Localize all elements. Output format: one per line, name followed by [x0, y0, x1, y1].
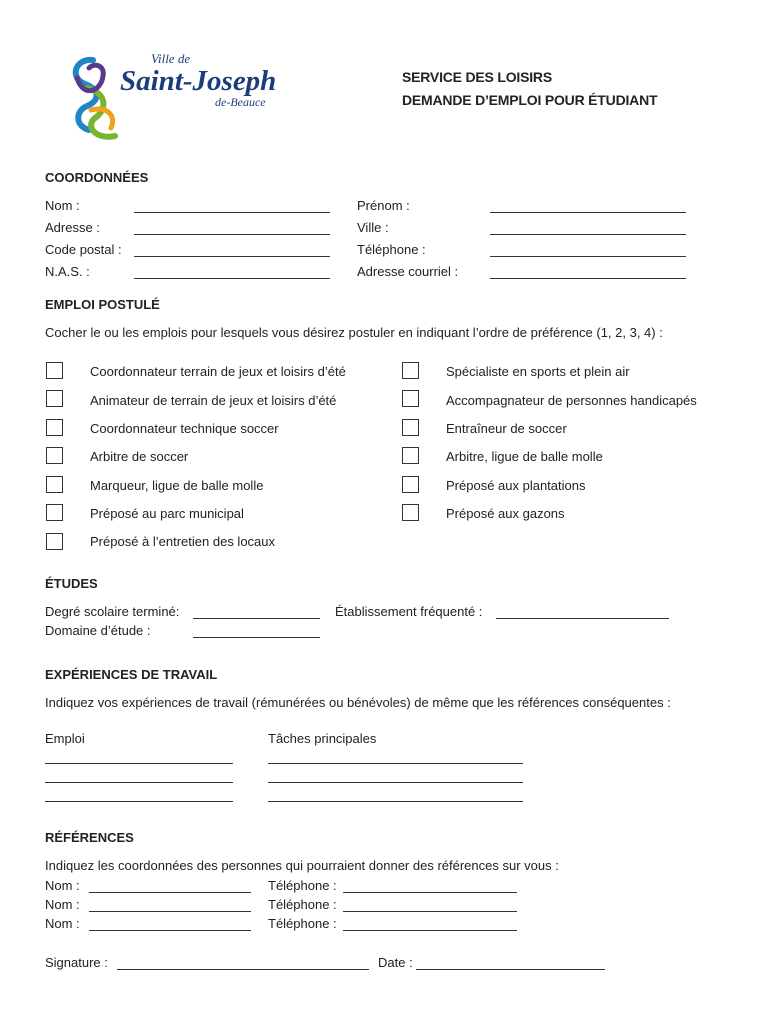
field-line-prenom[interactable]	[490, 212, 686, 213]
domaine-line[interactable]	[193, 637, 320, 638]
section-experiences-title: EXPÉRIENCES DE TRAVAIL	[45, 667, 218, 682]
checkbox-left-5[interactable]	[46, 476, 63, 493]
date-line[interactable]	[416, 969, 605, 970]
taches-line-3[interactable]	[268, 801, 523, 802]
option-right-3: Entraîneur de soccer	[446, 421, 567, 436]
option-right-4: Arbitre, ligue de balle molle	[446, 449, 603, 464]
taches-line-2[interactable]	[268, 782, 523, 783]
degre-label: Degré scolaire terminé:	[45, 604, 180, 619]
taches-line-1[interactable]	[268, 763, 523, 764]
experiences-instruction: Indiquez vos expériences de travail (rémunérées ou bénévoles) de même que les références conséquentes :	[45, 695, 671, 710]
domaine-label: Domaine d’étude :	[45, 623, 151, 638]
field-line-telephone[interactable]	[490, 256, 686, 257]
field-label-courriel: Adresse courriel :	[357, 264, 459, 279]
option-right-6: Préposé aux gazons	[446, 506, 565, 521]
ref-nom-label-2: Nom :	[45, 897, 80, 912]
ref-tel-line-3[interactable]	[343, 930, 517, 931]
references-instruction: Indiquez les coordonnées des personnes qui pourraient donner des références sur vous :	[45, 858, 559, 873]
checkbox-right-3[interactable]	[402, 419, 419, 436]
emploi-line-1[interactable]	[45, 763, 233, 764]
field-line-nas[interactable]	[134, 278, 330, 279]
field-label-telephone: Téléphone :	[357, 242, 426, 257]
ref-nom-label-3: Nom :	[45, 916, 80, 931]
ref-tel-label-2: Téléphone :	[268, 897, 337, 912]
ref-nom-line-1[interactable]	[89, 892, 251, 893]
field-label-nom: Nom :	[45, 198, 80, 213]
field-line-nom[interactable]	[134, 212, 330, 213]
degre-line[interactable]	[193, 618, 320, 619]
header-service: SERVICE DES LOISIRS	[402, 69, 552, 85]
signature-label: Signature :	[45, 955, 108, 970]
field-line-ville[interactable]	[490, 234, 686, 235]
field-label-ville: Ville :	[357, 220, 389, 235]
ref-nom-line-3[interactable]	[89, 930, 251, 931]
header-title: DEMANDE D’EMPLOI POUR ÉTUDIANT	[402, 92, 658, 108]
ref-nom-line-2[interactable]	[89, 911, 251, 912]
checkbox-right-4[interactable]	[402, 447, 419, 464]
option-right-5: Préposé aux plantations	[446, 478, 586, 493]
option-right-1: Spécialiste en sports et plein air	[446, 364, 630, 379]
section-etudes-title: ÉTUDES	[45, 576, 98, 591]
logo-sub: de-Beauce	[215, 95, 266, 109]
option-left-1: Coordonnateur terrain de jeux et loisirs d’été	[90, 364, 346, 379]
etablissement-label: Établissement fréquenté :	[335, 604, 483, 619]
signature-line[interactable]	[117, 969, 369, 970]
option-left-3: Coordonnateur technique soccer	[90, 421, 279, 436]
field-label-prenom: Prénom :	[357, 198, 410, 213]
checkbox-right-1[interactable]	[402, 362, 419, 379]
col-taches-label: Tâches principales	[268, 731, 377, 746]
logo-ville-de: Ville de	[151, 51, 191, 66]
field-label-nas: N.A.S. :	[45, 264, 90, 279]
checkbox-right-5[interactable]	[402, 476, 419, 493]
emploi-instruction: Cocher le ou les emplois pour lesquels vous désirez postuler en indiquant l’ordre de préférence (1, 2, 3, 4) :	[45, 325, 663, 340]
option-left-5: Marqueur, ligue de balle molle	[90, 478, 264, 493]
city-logo	[65, 48, 305, 146]
checkbox-right-6[interactable]	[402, 504, 419, 521]
field-line-adresse[interactable]	[134, 234, 330, 235]
field-label-code-postal: Code postal :	[45, 242, 122, 257]
field-line-courriel[interactable]	[490, 278, 686, 279]
field-label-adresse: Adresse :	[45, 220, 100, 235]
col-emploi-label: Emploi	[45, 731, 85, 746]
checkbox-left-2[interactable]	[46, 390, 63, 407]
ref-nom-label-1: Nom :	[45, 878, 80, 893]
logo-name: Saint-Joseph	[120, 65, 277, 97]
checkbox-left-7[interactable]	[46, 533, 63, 550]
option-right-2: Accompagnateur de personnes handicapés	[446, 393, 697, 408]
date-label: Date :	[378, 955, 413, 970]
checkbox-left-1[interactable]	[46, 362, 63, 379]
checkbox-left-6[interactable]	[46, 504, 63, 521]
ref-tel-label-3: Téléphone :	[268, 916, 337, 931]
ref-tel-line-2[interactable]	[343, 911, 517, 912]
section-references-title: RÉFÉRENCES	[45, 830, 134, 845]
option-left-7: Préposé à l’entretien des locaux	[90, 534, 276, 549]
ref-tel-label-1: Téléphone :	[268, 878, 337, 893]
ref-tel-line-1[interactable]	[343, 892, 517, 893]
emploi-line-2[interactable]	[45, 782, 233, 783]
emploi-line-3[interactable]	[45, 801, 233, 802]
etablissement-line[interactable]	[496, 618, 669, 619]
option-left-4: Arbitre de soccer	[90, 449, 189, 464]
option-left-6: Préposé au parc municipal	[90, 506, 244, 521]
checkbox-left-4[interactable]	[46, 447, 63, 464]
field-line-code-postal[interactable]	[134, 256, 330, 257]
section-emploi-title: EMPLOI POSTULÉ	[45, 297, 160, 312]
checkbox-left-3[interactable]	[46, 419, 63, 436]
section-coordonnees-title: COORDONNÉES	[45, 170, 149, 185]
checkbox-right-2[interactable]	[402, 390, 419, 407]
option-left-2: Animateur de terrain de jeux et loisirs d’été	[90, 393, 337, 408]
